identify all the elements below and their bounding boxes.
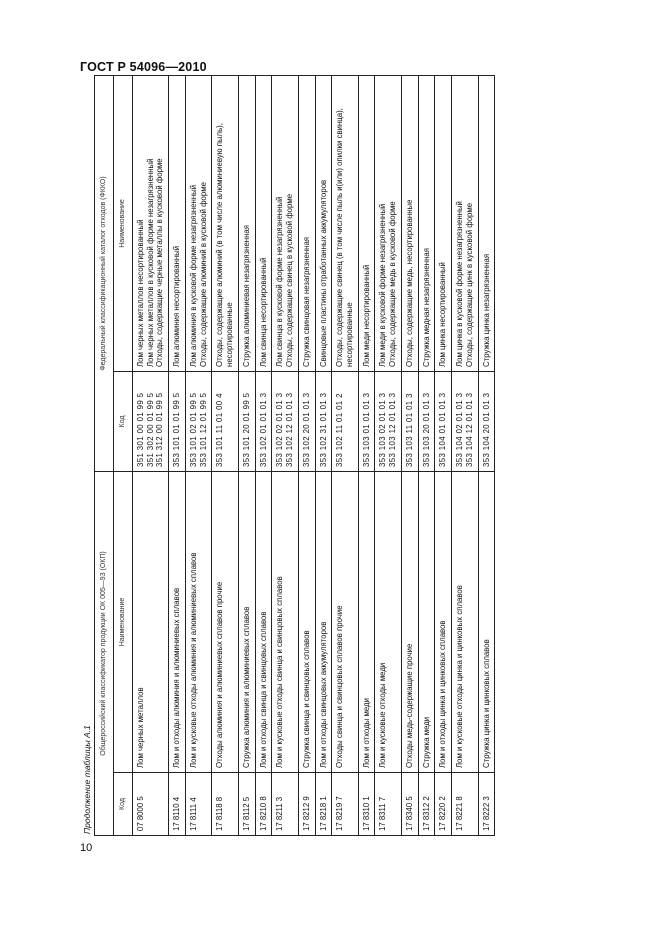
okp-name-cell: Лом и отходы свинца и свинцовых сплавов xyxy=(255,471,272,772)
fkko-name-cell xyxy=(298,75,315,371)
table-row xyxy=(298,75,315,835)
okp-code-cell: 17 8218 1 xyxy=(315,773,332,836)
fkko-code-header: Код xyxy=(114,371,133,471)
table-row xyxy=(332,75,358,835)
okp-group-header: Общероссийский классификатор продукции ОК 005—93 (ОКП) xyxy=(95,471,114,835)
table-row xyxy=(478,75,495,835)
fkko-code-cell xyxy=(255,371,272,471)
fkko-code: 353 102 31 01 01 3 xyxy=(318,392,328,467)
fkko-name: Лом черных металлов в кусковой форме незагрязненный xyxy=(145,158,155,367)
fkko-name: Лом черных металлов несортированный xyxy=(136,219,145,367)
table-row xyxy=(358,75,375,835)
okp-name-cell: Лом и кусковые отходы цинка и цинковых сплавов xyxy=(452,471,478,772)
fkko-name-cell xyxy=(332,75,358,371)
fkko-name: Лом свинца несортированный xyxy=(258,257,268,367)
okp-name-cell: Стружка алюминия и алюминиевых сплавов xyxy=(238,471,255,772)
fkko-name: Свинцовые пластины отработанных аккумуляторов xyxy=(318,179,328,367)
okp-name-cell: Отходы алюминия и алюминиевых сплавов прочие xyxy=(212,471,238,772)
table-row xyxy=(375,75,401,835)
fkko-code: 353 101 01 01 99 5 xyxy=(172,392,182,467)
fkko-code-cell xyxy=(272,371,298,471)
okp-code-cell: 17 8112 5 xyxy=(238,773,255,836)
table-row xyxy=(435,75,452,835)
document-title: ГОСТ Р 54096—2010 xyxy=(80,60,207,74)
classification-table xyxy=(94,75,495,836)
fkko-name: Стружка цинка незагрязненная xyxy=(481,253,491,367)
okp-name-cell: Лом и отходы алюминия и алюминиевых сплавов xyxy=(169,471,186,772)
fkko-name-cell xyxy=(401,75,418,371)
fkko-name: Отходы, содержащие алюминий в кусковой форме xyxy=(198,182,208,367)
fkko-code-cell xyxy=(332,371,358,471)
fkko-name: Лом алюминия в кусковой форме незагрязненный xyxy=(188,184,198,367)
okp-code-cell: 17 8219 7 xyxy=(332,773,358,836)
okp-name-cell: Стружка цинка и цинковых сплавов xyxy=(478,471,495,772)
fkko-name: Лом меди несортированный xyxy=(361,264,371,367)
fkko-name: Отходы, содержащие цинк в кусковой форме xyxy=(464,202,474,367)
okp-name-header: Наименование xyxy=(114,471,133,772)
fkko-code: 351 302 00 01 99 5 xyxy=(145,392,155,467)
fkko-group-header: Федеральный классификационный каталог отходов (ФККО) xyxy=(95,75,114,471)
okp-name-cell: Лом и кусковые отходы алюминия и алюминиевых сплавов xyxy=(185,471,211,772)
fkko-name-cell xyxy=(238,75,255,371)
table-row xyxy=(212,75,238,835)
fkko-code: 353 103 11 01 01 3 xyxy=(404,393,414,467)
okp-code-cell: 17 8311 7 xyxy=(375,773,401,836)
table-row xyxy=(185,75,211,835)
fkko-code-cell xyxy=(358,371,375,471)
fkko-code-cell xyxy=(375,371,401,471)
fkko-code-cell xyxy=(418,371,435,471)
table-body xyxy=(133,75,495,835)
table-row xyxy=(272,75,298,835)
okp-name-cell: Лом черных металлов xyxy=(133,471,169,772)
table-caption: Продолжение таблицы А.1 xyxy=(82,725,92,834)
okp-code-cell: 17 8118 8 xyxy=(212,773,238,836)
fkko-name: Стружка алюминиевая незагрязненная xyxy=(241,225,251,367)
fkko-name-cell xyxy=(435,75,452,371)
fkko-code-cell xyxy=(401,371,418,471)
okp-code-cell: 17 8111 4 xyxy=(185,773,211,836)
table-row xyxy=(315,75,332,835)
fkko-name: Отходы, содержащие свинец (в том числе пыль и(или) опилки свинца), несортированные xyxy=(335,108,355,367)
okp-code-cell: 17 8110 4 xyxy=(169,773,186,836)
okp-name-cell: Отходы свинца и свинцовых сплавов прочие xyxy=(332,471,358,772)
fkko-name-cell xyxy=(452,75,478,371)
okp-code-header: Код xyxy=(114,773,133,836)
okp-code-cell: 17 8211 3 xyxy=(272,773,298,836)
okp-code-cell: 17 8212 9 xyxy=(298,773,315,836)
fkko-code-cell xyxy=(133,371,169,471)
fkko-name: Лом меди в кусковой форме незагрязненный xyxy=(378,203,388,367)
okp-code-cell: 17 8210 8 xyxy=(255,773,272,836)
fkko-code: 353 101 20 01 99 5 xyxy=(241,392,251,467)
fkko-name: Лом цинка несортированный xyxy=(438,262,448,367)
fkko-code: 353 102 20 01 01 3 xyxy=(301,392,311,467)
okp-name-cell: Отходы медь-содержащие прочие xyxy=(401,471,418,772)
fkko-name-cell xyxy=(212,75,238,371)
fkko-code: 351 312 00 01 99 5 xyxy=(155,392,165,467)
fkko-name: Отходы, содержащие черные металлы в кусковой форме xyxy=(155,158,165,367)
page-number: 10 xyxy=(80,842,93,854)
table-row xyxy=(133,75,169,835)
fkko-name-cell xyxy=(315,75,332,371)
fkko-name: Отходы, содержащие свинец в кусковой форме xyxy=(285,193,295,367)
okp-name-cell: Лом и отходы меди xyxy=(358,471,375,772)
fkko-code: 353 104 01 01 01 3 xyxy=(438,392,448,467)
fkko-code: 353 103 12 01 01 3 xyxy=(388,392,398,467)
okp-name-cell: Лом и отходы свинцовых аккумуляторов xyxy=(315,471,332,772)
table-row xyxy=(238,75,255,835)
fkko-code-cell xyxy=(435,371,452,471)
fkko-code: 353 102 11 01 01 2 xyxy=(335,393,345,467)
fkko-code: 353 102 12 01 01 3 xyxy=(285,392,295,467)
fkko-name-cell xyxy=(169,75,186,371)
fkko-code-cell xyxy=(238,371,255,471)
okp-name-cell: Стружка свинца и свинцовых сплавов xyxy=(298,471,315,772)
okp-code-cell: 17 8312 2 xyxy=(418,773,435,836)
fkko-code: 353 103 02 01 01 3 xyxy=(378,392,388,467)
fkko-code: 353 104 20 01 01 3 xyxy=(481,392,491,467)
table-row xyxy=(401,75,418,835)
okp-name-cell: Лом и кусковые отходы меди xyxy=(375,471,401,772)
okp-name-cell: Стружка меди xyxy=(418,471,435,772)
fkko-code-cell xyxy=(212,371,238,471)
okp-name-cell: Лом и кусковые отходы свинца и свинцовых сплавов xyxy=(272,471,298,772)
table-row xyxy=(452,75,478,835)
fkko-name: Лом свинца в кусковой форме незагрязненный xyxy=(275,196,285,367)
fkko-name-cell xyxy=(478,75,495,371)
okp-code-cell: 17 8310 1 xyxy=(358,773,375,836)
fkko-name-cell xyxy=(272,75,298,371)
fkko-code: 353 101 02 01 99 5 xyxy=(188,392,198,467)
fkko-code: 353 104 12 01 01 3 xyxy=(464,392,474,467)
okp-code-cell: 17 8220 2 xyxy=(435,773,452,836)
fkko-code-cell xyxy=(315,371,332,471)
fkko-code: 353 103 01 01 01 3 xyxy=(361,392,371,467)
fkko-name-cell xyxy=(133,75,169,371)
fkko-name: Отходы, содержащие медь в кусковой форме xyxy=(388,201,398,367)
fkko-code: 353 104 02 01 01 3 xyxy=(455,392,465,467)
fkko-code: 353 101 11 01 00 4 xyxy=(215,393,225,467)
table-row xyxy=(169,75,186,835)
fkko-code-cell xyxy=(452,371,478,471)
fkko-name-cell xyxy=(185,75,211,371)
okp-code-cell: 17 8340 5 xyxy=(401,773,418,836)
fkko-code: 353 101 12 01 99 5 xyxy=(198,392,208,467)
fkko-code-cell xyxy=(478,371,495,471)
fkko-code: 353 102 01 01 01 3 xyxy=(258,392,268,467)
fkko-name-cell xyxy=(375,75,401,371)
fkko-name: Стружка медная незагрязненная xyxy=(421,248,431,367)
fkko-name: Отходы, содержащие алюминий (в том числе алюминиевую пыль), несортированные xyxy=(215,123,235,367)
fkko-name: Лом цинка в кусковой форме незагрязненный xyxy=(455,201,465,367)
okp-code-cell: 17 8221 8 xyxy=(452,773,478,836)
okp-code-cell: 17 8222 3 xyxy=(478,773,495,836)
fkko-name: Стружка свинцовая незагрязненная xyxy=(301,236,311,367)
fkko-name-header: Наименование xyxy=(114,75,133,371)
table-row xyxy=(255,75,272,835)
fkko-name-cell xyxy=(255,75,272,371)
fkko-name-cell xyxy=(418,75,435,371)
fkko-code: 351 301 00 01 99 5 xyxy=(136,392,145,467)
fkko-code-cell xyxy=(298,371,315,471)
rotated-table-region xyxy=(80,76,622,836)
fkko-code: 353 103 20 01 01 3 xyxy=(421,392,431,467)
fkko-code: 353 102 02 01 01 3 xyxy=(275,392,285,467)
okp-code-cell: 07 8000 5 xyxy=(133,773,169,836)
fkko-name: Отходы, содержащие медь, несортированные xyxy=(404,199,414,367)
table-row xyxy=(418,75,435,835)
fkko-name: Лом алюминия несортированный xyxy=(172,245,182,367)
okp-name-cell: Лом и отходы цинка и цинковых сплавов xyxy=(435,471,452,772)
fkko-code-cell xyxy=(169,371,186,471)
fkko-code-cell xyxy=(185,371,211,471)
fkko-name-cell xyxy=(358,75,375,371)
